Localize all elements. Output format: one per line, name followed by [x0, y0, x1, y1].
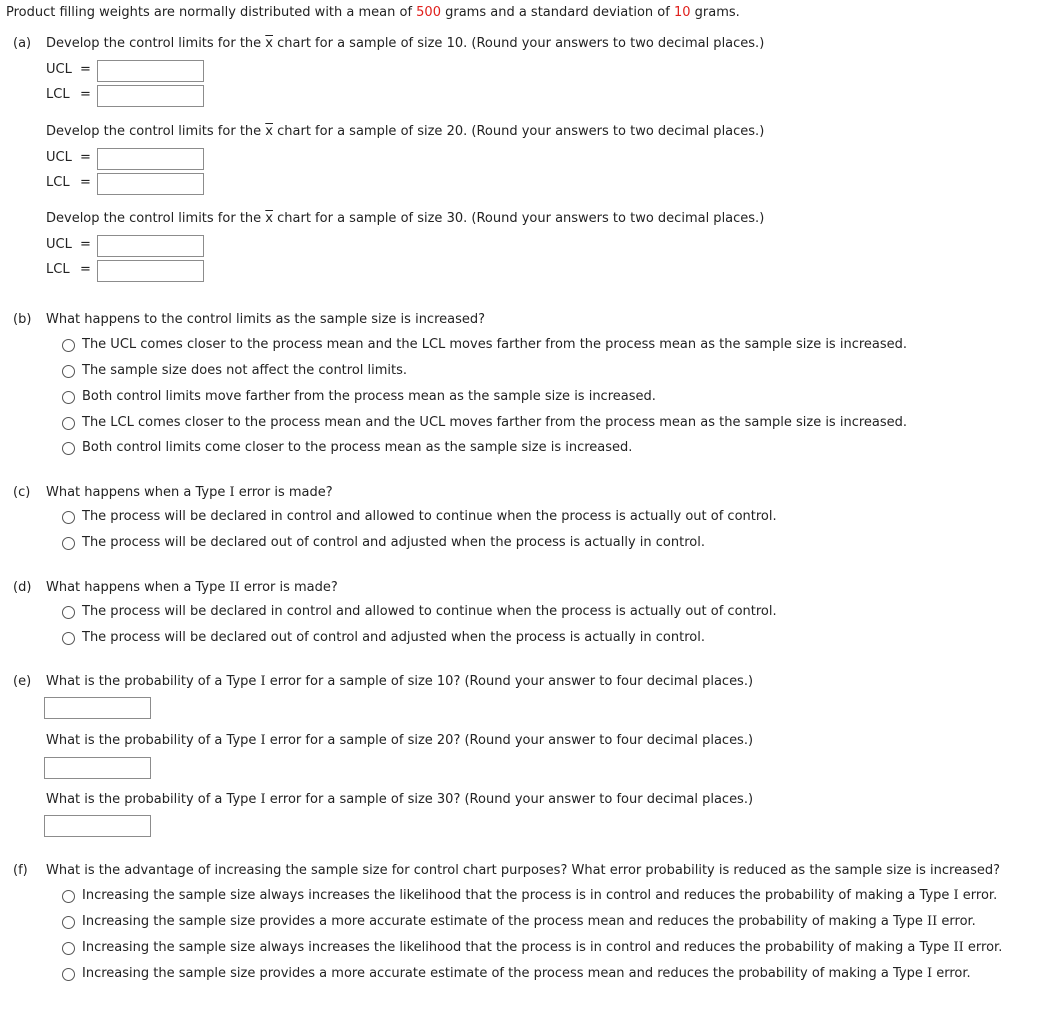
roman-numeral: II — [926, 914, 938, 929]
part-d-label: (d) — [13, 580, 32, 595]
intro-text: Product filling weights are normally distributed with a mean of — [6, 5, 417, 20]
option-c-2[interactable]: The process will be declared out of control and adjusted when the process is actually in control. — [82, 535, 705, 550]
mean-value: 500 — [416, 5, 441, 20]
option-text: Increasing the sample size provides a more accurate estimate of the process mean and reduces the probability of making a Type — [82, 966, 927, 981]
roman-numeral: I — [229, 485, 235, 500]
radio-b-4[interactable] — [62, 417, 75, 430]
sd-value: 10 — [673, 5, 691, 20]
roman-numeral: I — [953, 888, 959, 903]
lcl-label: LCL — [46, 175, 70, 190]
radio-b-3[interactable] — [62, 391, 75, 404]
ucl-label: UCL — [46, 237, 72, 252]
question-text: What happens when a Type — [46, 485, 230, 500]
question-text: error for a sample of size 10? (Round your answer to four decimal places.) — [265, 674, 754, 689]
type1-prob-input-n20[interactable] — [44, 757, 151, 779]
type1-prob-input-n10[interactable] — [44, 697, 151, 719]
part-f-question: What is the advantage of increasing the sample size for control chart purposes? What error probability is reduced as the sample size is increased? — [46, 863, 1000, 878]
option-text: Increasing the sample size provides a more accurate estimate of the process mean and reduces the probability of making a Type — [82, 914, 927, 929]
option-b-2[interactable]: The sample size does not affect the control limits. — [82, 363, 408, 378]
part-e-question-3 — [46, 792, 753, 807]
question-text: What happens when a Type — [46, 580, 230, 595]
part-c-label: (c) — [13, 485, 31, 500]
part-c-question — [46, 485, 333, 500]
ucl-label: UCL — [46, 150, 72, 165]
option-text: error. — [958, 888, 998, 903]
radio-c-2[interactable] — [62, 537, 75, 550]
equals-sign: = — [80, 87, 91, 102]
roman-numeral: II — [229, 580, 240, 595]
question-text: error for a sample of size 20? (Round your answer to four decimal places.) — [265, 733, 754, 748]
intro-text-middle: grams and a standard deviation of — [440, 5, 674, 20]
ucl-input-n10[interactable] — [97, 60, 204, 82]
part-e-question-2 — [46, 733, 753, 748]
option-f-1[interactable] — [82, 888, 997, 903]
option-b-4[interactable]: The LCL comes closer to the process mean and the UCL moves farther from the process mean as the sample size is increased. — [82, 415, 908, 430]
radio-f-2[interactable] — [62, 916, 75, 929]
equals-sign: = — [80, 150, 91, 165]
radio-b-1[interactable] — [62, 339, 75, 352]
option-text: Increasing the sample size always increases the likelihood that the process is in control and reduces the probability of making a Type — [82, 888, 954, 903]
radio-b-2[interactable] — [62, 365, 75, 378]
question-text: Develop the control limits for the — [46, 211, 266, 226]
option-text: Increasing the sample size always increases the likelihood that the process is in control and reduces the probability of making a Type — [82, 940, 954, 955]
lcl-input-n20[interactable] — [97, 173, 204, 195]
type1-prob-input-n30[interactable] — [44, 815, 151, 837]
question-text: Develop the control limits for the — [46, 124, 266, 139]
question-text: chart for a sample of size 20. (Round your answers to two decimal places.) — [273, 124, 765, 139]
option-f-3[interactable] — [82, 940, 1002, 955]
ucl-input-n20[interactable] — [97, 148, 204, 170]
x-bar-symbol: $\overline{x}$ — [265, 36, 273, 51]
part-b-question: What happens to the control limits as the sample size is increased? — [46, 312, 486, 327]
roman-numeral: I — [260, 733, 266, 748]
ucl-input-n30[interactable] — [97, 235, 204, 257]
part-d-question — [46, 580, 338, 595]
part-a-question-2 — [46, 124, 764, 139]
intro-text-suffix: grams. — [690, 5, 740, 20]
option-b-1[interactable]: The UCL comes closer to the process mean and the LCL moves farther from the process mean as the sample size is increased. — [82, 337, 908, 352]
question-text: chart for a sample of size 10. (Round your answers to two decimal places.) — [273, 36, 765, 51]
option-d-2[interactable]: The process will be declared out of control and adjusted when the process is actually in control. — [82, 630, 705, 645]
question-text: Develop the control limits for the — [46, 36, 266, 51]
equals-sign: = — [80, 175, 91, 190]
roman-numeral: I — [260, 792, 266, 807]
lcl-label: LCL — [46, 87, 70, 102]
radio-f-1[interactable] — [62, 890, 75, 903]
x-bar-symbol: $\overline{x}$ — [265, 124, 273, 139]
option-b-5[interactable]: Both control limits come closer to the process mean as the sample size is increased. — [82, 440, 633, 455]
equals-sign: = — [80, 237, 91, 252]
roman-numeral: I — [260, 674, 266, 689]
option-c-1[interactable]: The process will be declared in control and allowed to continue when the process is actually out of control. — [82, 509, 777, 524]
radio-d-2[interactable] — [62, 632, 75, 645]
part-b-label: (b) — [13, 312, 32, 327]
radio-f-4[interactable] — [62, 968, 75, 981]
x-bar-symbol: $\overline{x}$ — [265, 211, 273, 226]
roman-numeral: II — [953, 940, 964, 955]
question-text: What is the probability of a Type — [46, 733, 261, 748]
option-d-1[interactable]: The process will be declared in control and allowed to continue when the process is actually out of control. — [82, 604, 777, 619]
question-text: error is made? — [239, 580, 338, 595]
option-f-2[interactable] — [82, 914, 976, 929]
question-text: What is the probability of a Type — [46, 674, 261, 689]
ucl-label: UCL — [46, 62, 72, 77]
equals-sign: = — [80, 262, 91, 277]
question-text: error for a sample of size 30? (Round your answer to four decimal places.) — [265, 792, 754, 807]
option-text: error. — [963, 940, 1003, 955]
part-a-question-1 — [46, 36, 764, 51]
problem-statement — [6, 5, 740, 20]
part-f-label: (f) — [13, 863, 28, 878]
part-e-question-1 — [46, 674, 753, 689]
radio-d-1[interactable] — [62, 606, 75, 619]
question-text: What is the probability of a Type — [46, 792, 261, 807]
part-a-label: (a) — [13, 36, 32, 51]
part-a-question-3 — [46, 211, 764, 226]
radio-b-5[interactable] — [62, 442, 75, 455]
option-text: error. — [932, 966, 971, 981]
question-text: error is made? — [234, 485, 333, 500]
radio-c-1[interactable] — [62, 511, 75, 524]
lcl-label: LCL — [46, 262, 70, 277]
option-f-4[interactable] — [82, 966, 971, 981]
lcl-input-n10[interactable] — [97, 85, 204, 107]
part-e-label: (e) — [13, 674, 32, 689]
equals-sign: = — [80, 62, 91, 77]
roman-numeral: I — [926, 966, 933, 981]
lcl-input-n30[interactable] — [97, 260, 204, 282]
option-b-3[interactable]: Both control limits move farther from the process mean as the sample size is increased. — [82, 389, 656, 404]
radio-f-3[interactable] — [62, 942, 75, 955]
question-text: chart for a sample of size 30. (Round your answers to two decimal places.) — [273, 211, 765, 226]
option-text: error. — [937, 914, 976, 929]
